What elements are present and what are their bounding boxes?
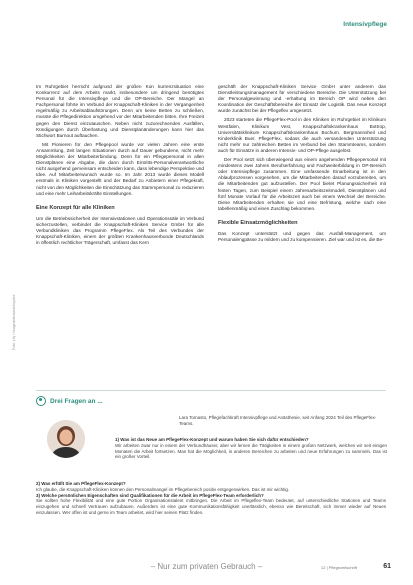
watermark-text: – Nur zum privaten Gebrauch –	[150, 562, 263, 571]
question-2: 2) Was erfüllt Sie am PflegeFlex-Konzept?	[36, 481, 126, 486]
interview-header	[36, 396, 386, 406]
section-tag: Intensivpflege	[343, 21, 387, 28]
answer-1: Wir arbeiten zwar nur in einem der Verbundhäuser, aber wir lernen die Tätigkeiten in einem großen Netzwerk, welches wir seit einigen Monaten die Arbeit fortsetzen. Man hat die Möglichkeit, in anderen Bereichen zu arbeiten und neue Erfahrungen zu sammeln. Das ist ein großer Vorteil.	[115, 442, 387, 460]
question-1: 1) Was ist das Neue am PflegeFlex-Konzept und warum haben Sie sich dafür entschieden?	[115, 437, 309, 442]
body-paragraph: Im Ruhrgebiet herrscht aufgrund der großen Kon kurrenzsituation eine Konkurrenz auf dem Arbeits markt, insbesondere um dringend benötigtes Personal für die Intensivpflege und die OP-Bereiche. Der Mangel an Fachpersonal führte im Verbund der Knappschaft-Kliniken in der Vergangenheit regelmäßig zu Arbeitsablaufstörungen. Denn um keine Betten zu schließen, musste die Pflegedirektion umgehend vor der Mitarbeitenden bitten. Ihre Freizeit gegen den Dienst einzutauschen. Neben nicht zuzurechnenden Ausfällen, Kündigungen durch Überlastung und Dienstplanänderungen kann hier das Stichwort Burnout auftauchen.	[36, 84, 204, 138]
answer-3: Sie sollten hohe Flexibilität und eine gute Portion Organisationstalent mitbringen. Die Arbeit im Pflegeflex-Team bedeutet, auf unterschiedliche Stationen und Teams einzugehen und schnell Vertrauen aufzubauen. Außerdem ist eine gute Kommunikationsfähigkeit unerlässlich, ebenso wie Bereitschaft, sich immer wieder auf Neues einzulassen. Wer offen ist und gerne im Team arbeitet, wird hier seinen Platz finden.	[36, 498, 386, 515]
portrait-illustration	[47, 420, 85, 458]
qa-items-2-3	[36, 481, 386, 516]
interview-box	[36, 390, 387, 515]
body-paragraph: 2023 starteten die PflegeFlex-Pool in den Kliniken im Ruhrgebiet im Klinikum Westfalen, Klinikum Vest, Knappschaftskrankenhaus Bottrop, Universitätsklinikum Knappschaftskrankenhaus Bochum. Bergmannsheil und Kinderklinik Buer. PflegeFlex, sodass die auch versandenden Unterstützung nicht mehr nur zahlreichen Betten im Verbund bei den Stammteams, sondern auch für Einsätze in anderen Intensiv- und OP-Pflege ausgelöst.	[218, 117, 386, 153]
interview-title: Drei Fragen an ...	[50, 397, 103, 405]
body-paragraph: Mit Pionieren für den Pflegepool wurde vor vielen Jahren eine erste Ansammlung, Zeit langen Situationen durch auf Dauer gebundene, nicht mehr Möglichkeiten der Mitarbeiterbindung. Denn für ein Pflegepersonal in allen Dienstplänen eine Abgabe, die dann durch Eintritts-Personalverantwortliche nicht ausgehend gemeinsam entscheiden kann, dass lebendige Perspektive und Idee. Auf Mitarbeiterwunsch wurde so. Im Jahr 2013 wurde dieses Modell erstmals in Kliniken vorgestellt und der Bedarf zu Anbietern einer Pflegekraft, nicht von den Möglichkeiten die Einschätzung das Stammpersonal zu reduzieren und eine mehr Leiharbeitskräfte Einstellungen.	[36, 141, 204, 196]
question-3: 3) Welche persönlichen Eigenschaften sind Qualifikationen für die Arbeit im PflegeFlex-Team erforderlich?	[36, 492, 264, 498]
body-column-left	[36, 84, 204, 249]
body-paragraph: geschäft der Knappschaft-Kliniken Service GmbH unter anderem das Dienstleistungsmanagement für verschiedene Bereiche. Die Unterstützung bei der Personalgewinnung und -erhaltung im Bereich OP wird neben den Koordination der Geschäftsbereiche der Einsatz der Logistik. Das neue Konzept wurde zunächst bei der Pflegeflex umgesetzt.	[218, 84, 386, 114]
photo-credit: Foto: Lily / Imagedatenbank/kryptos	[12, 294, 16, 350]
qa-item-1	[115, 437, 387, 460]
person-icon	[36, 396, 46, 406]
portrait-photo	[47, 420, 85, 458]
interviewee-intro: Lara Tomasto, Pflegefachkraft Intensivpflege und Anästhesie, seit Anfang 2024 Teil des PflegeFlex-Teams.	[179, 415, 377, 426]
page-number: 61	[383, 563, 391, 570]
body-paragraph: Das Konzept unterstützt und gegen das Ausfall-Management, um Personalengpässe zu mildern und zu kompensieren. Ziel war und ist es, die Be-	[218, 230, 386, 243]
body-column-right	[218, 84, 386, 246]
section-heading: Flexible Einsatzmöglichkeiten	[218, 219, 298, 226]
body-paragraph: Um die Betriebssicherheit der Intensivstationen und Operationssäle im Verbund sicherzustellen, verbindet die Knappschaft-Kliniken Service GmbH für alle Verbundkliniken das Programm PflegeFlex. Als Teil des Verbundes der Knappschaft-Kliniken, einem der größten Krankenhausverbunde Deutschlands in öffentlich rechtlicher Trägerschaft, umfasst das Kern	[36, 215, 204, 246]
page-reference: 12 | Pflegezeitschrift	[321, 565, 357, 570]
answer-2: Ich glaube, die Knappschaft-Kliniken können den Personalmangel im Pflegebereich positiv entgegenwirken. Das ist mir wichtig.	[36, 486, 290, 492]
body-paragraph: Der Pool setzt sich überwiegend aus einem angehenden Pflegepersonal mit mindestens zwei Jahren Berufserfahrung und Fachweiterbildung in OP-Bereich oder Intensivpflege zusammen. Eine umfassende Einarbeitung ist in den Ablaufprozessen vorgesehen, um die Mitarbeitenden darauf vorzubereiten, um die Mitarbeitenden gut aufzustellen. Der Pool bietet Planungssicherheit mit festen Tagen, zum Beispiel einem Jahresarbeitszeitmodell, Dienstplänen und fünf Monate Vorlauf für die Arbeitszeit auch bei einem Wechsel der Bereiche. Diese Mitarbeitenden erhalten sie und eine Befristung, welche nach eine tabellenmäßig und einen Zuschlag bekommen.	[218, 157, 386, 211]
section-heading: Eine Konzept für alle Kliniken	[36, 204, 115, 211]
